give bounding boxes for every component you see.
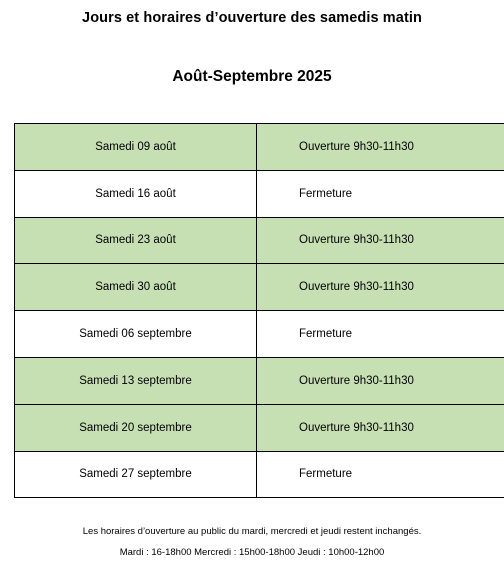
day-cell: Samedi 13 septembre <box>15 357 257 404</box>
page-title: Jours et horaires d’ouverture des samedis matin <box>82 10 422 26</box>
status-cell: Ouverture 9h30-11h30 <box>257 217 504 264</box>
status-cell: Ouverture 9h30-11h30 <box>257 124 504 171</box>
schedule-row <box>15 311 504 358</box>
day-cell: Samedi 30 août <box>15 264 257 311</box>
status-cell: Ouverture 9h30-11h30 <box>257 404 504 451</box>
day-cell: Samedi 06 septembre <box>15 311 257 358</box>
status-cell: Fermeture <box>257 311 504 358</box>
schedule-table <box>14 123 504 498</box>
status-cell: Ouverture 9h30-11h30 <box>257 264 504 311</box>
schedule-row <box>15 357 504 404</box>
status-cell: Fermeture <box>257 170 504 217</box>
period-subtitle: Août-Septembre 2025 <box>172 68 332 85</box>
weekday-hours: Mardi : 16-18h00 Mercredi : 15h00-18h00 Jeudi : 10h00-12h00 <box>119 547 385 558</box>
day-cell: Samedi 20 septembre <box>15 404 257 451</box>
day-cell: Samedi 23 août <box>15 217 257 264</box>
schedule-row <box>15 451 504 498</box>
schedule-row <box>15 170 504 217</box>
schedule-row <box>15 124 504 171</box>
schedule-row <box>15 217 504 264</box>
schedule-body <box>15 124 504 498</box>
status-cell: Fermeture <box>257 451 504 498</box>
schedule-row <box>15 264 504 311</box>
schedule-row <box>15 404 504 451</box>
status-cell: Ouverture 9h30-11h30 <box>257 357 504 404</box>
day-cell: Samedi 27 septembre <box>15 451 257 498</box>
day-cell: Samedi 16 août <box>15 170 257 217</box>
day-cell: Samedi 09 août <box>15 124 257 171</box>
footer-note: Les horaires d’ouverture au public du mardi, mercredi et jeudi restent inchangés. <box>82 526 422 537</box>
